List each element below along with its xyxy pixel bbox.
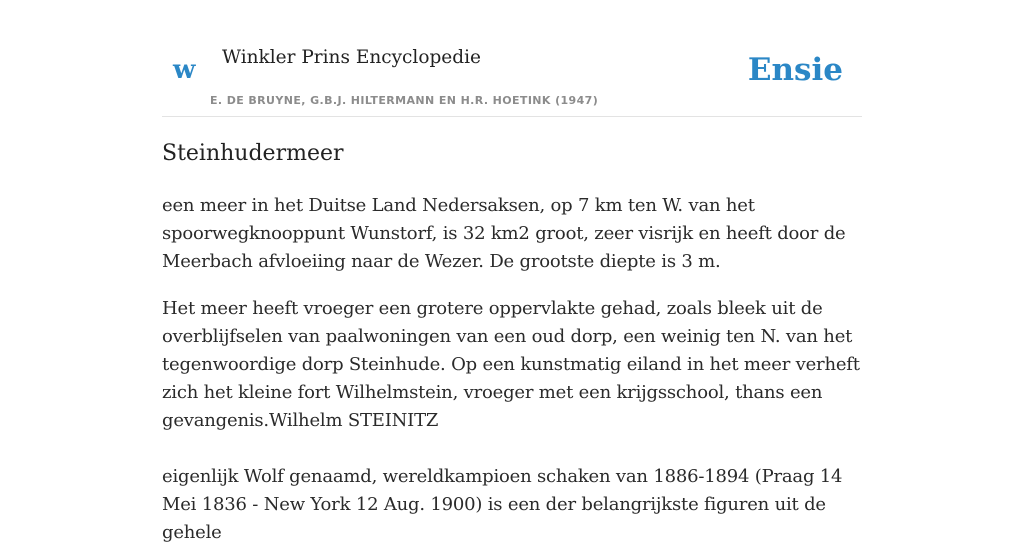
book-authors: E. DE BRUYNE, G.B.J. HILTERMANN EN H.R. HOETINK (1947) <box>210 94 599 107</box>
article-paragraph: eigenlijk Wolf genaamd, wereldkampioen schaken van 1886-1894 (Praag 14 Mei 1836 - New York 12 Aug. 1900) is een der belangrijkste figuren uit de gehele <box>162 466 843 543</box>
book-title[interactable]: Winkler Prins Encyclopedie <box>222 47 481 68</box>
ensie-logo[interactable]: Ensie <box>747 52 843 88</box>
article-title: Steinhudermeer <box>162 141 344 166</box>
winkler-prins-logo[interactable]: w <box>173 55 196 85</box>
article <box>162 136 862 547</box>
site-header <box>162 0 862 117</box>
article-paragraph: Het meer heeft vroeger een grotere oppervlakte gehad, zoals bleek uit de overblijfselen van paalwoningen van een oud dorp, een weinig ten N. van het tegenwoordige dorp Steinhude. Op een kunstmatig eiland in het meer verheft zich het kleine fort Wilhelmstein, vroeger met een krijgsschool, thans een gevangenis.Wilhelm STEINITZ <box>162 298 860 431</box>
article-paragraph: een meer in het Duitse Land Nedersaksen, op 7 km ten W. van het spoorwegknooppunt Wunstorf, is 32 km2 groot, zeer visrijk en heeft door de Meerbach afvloeiing naar de Wezer. De grootste diepte is 3 m. <box>162 195 846 272</box>
